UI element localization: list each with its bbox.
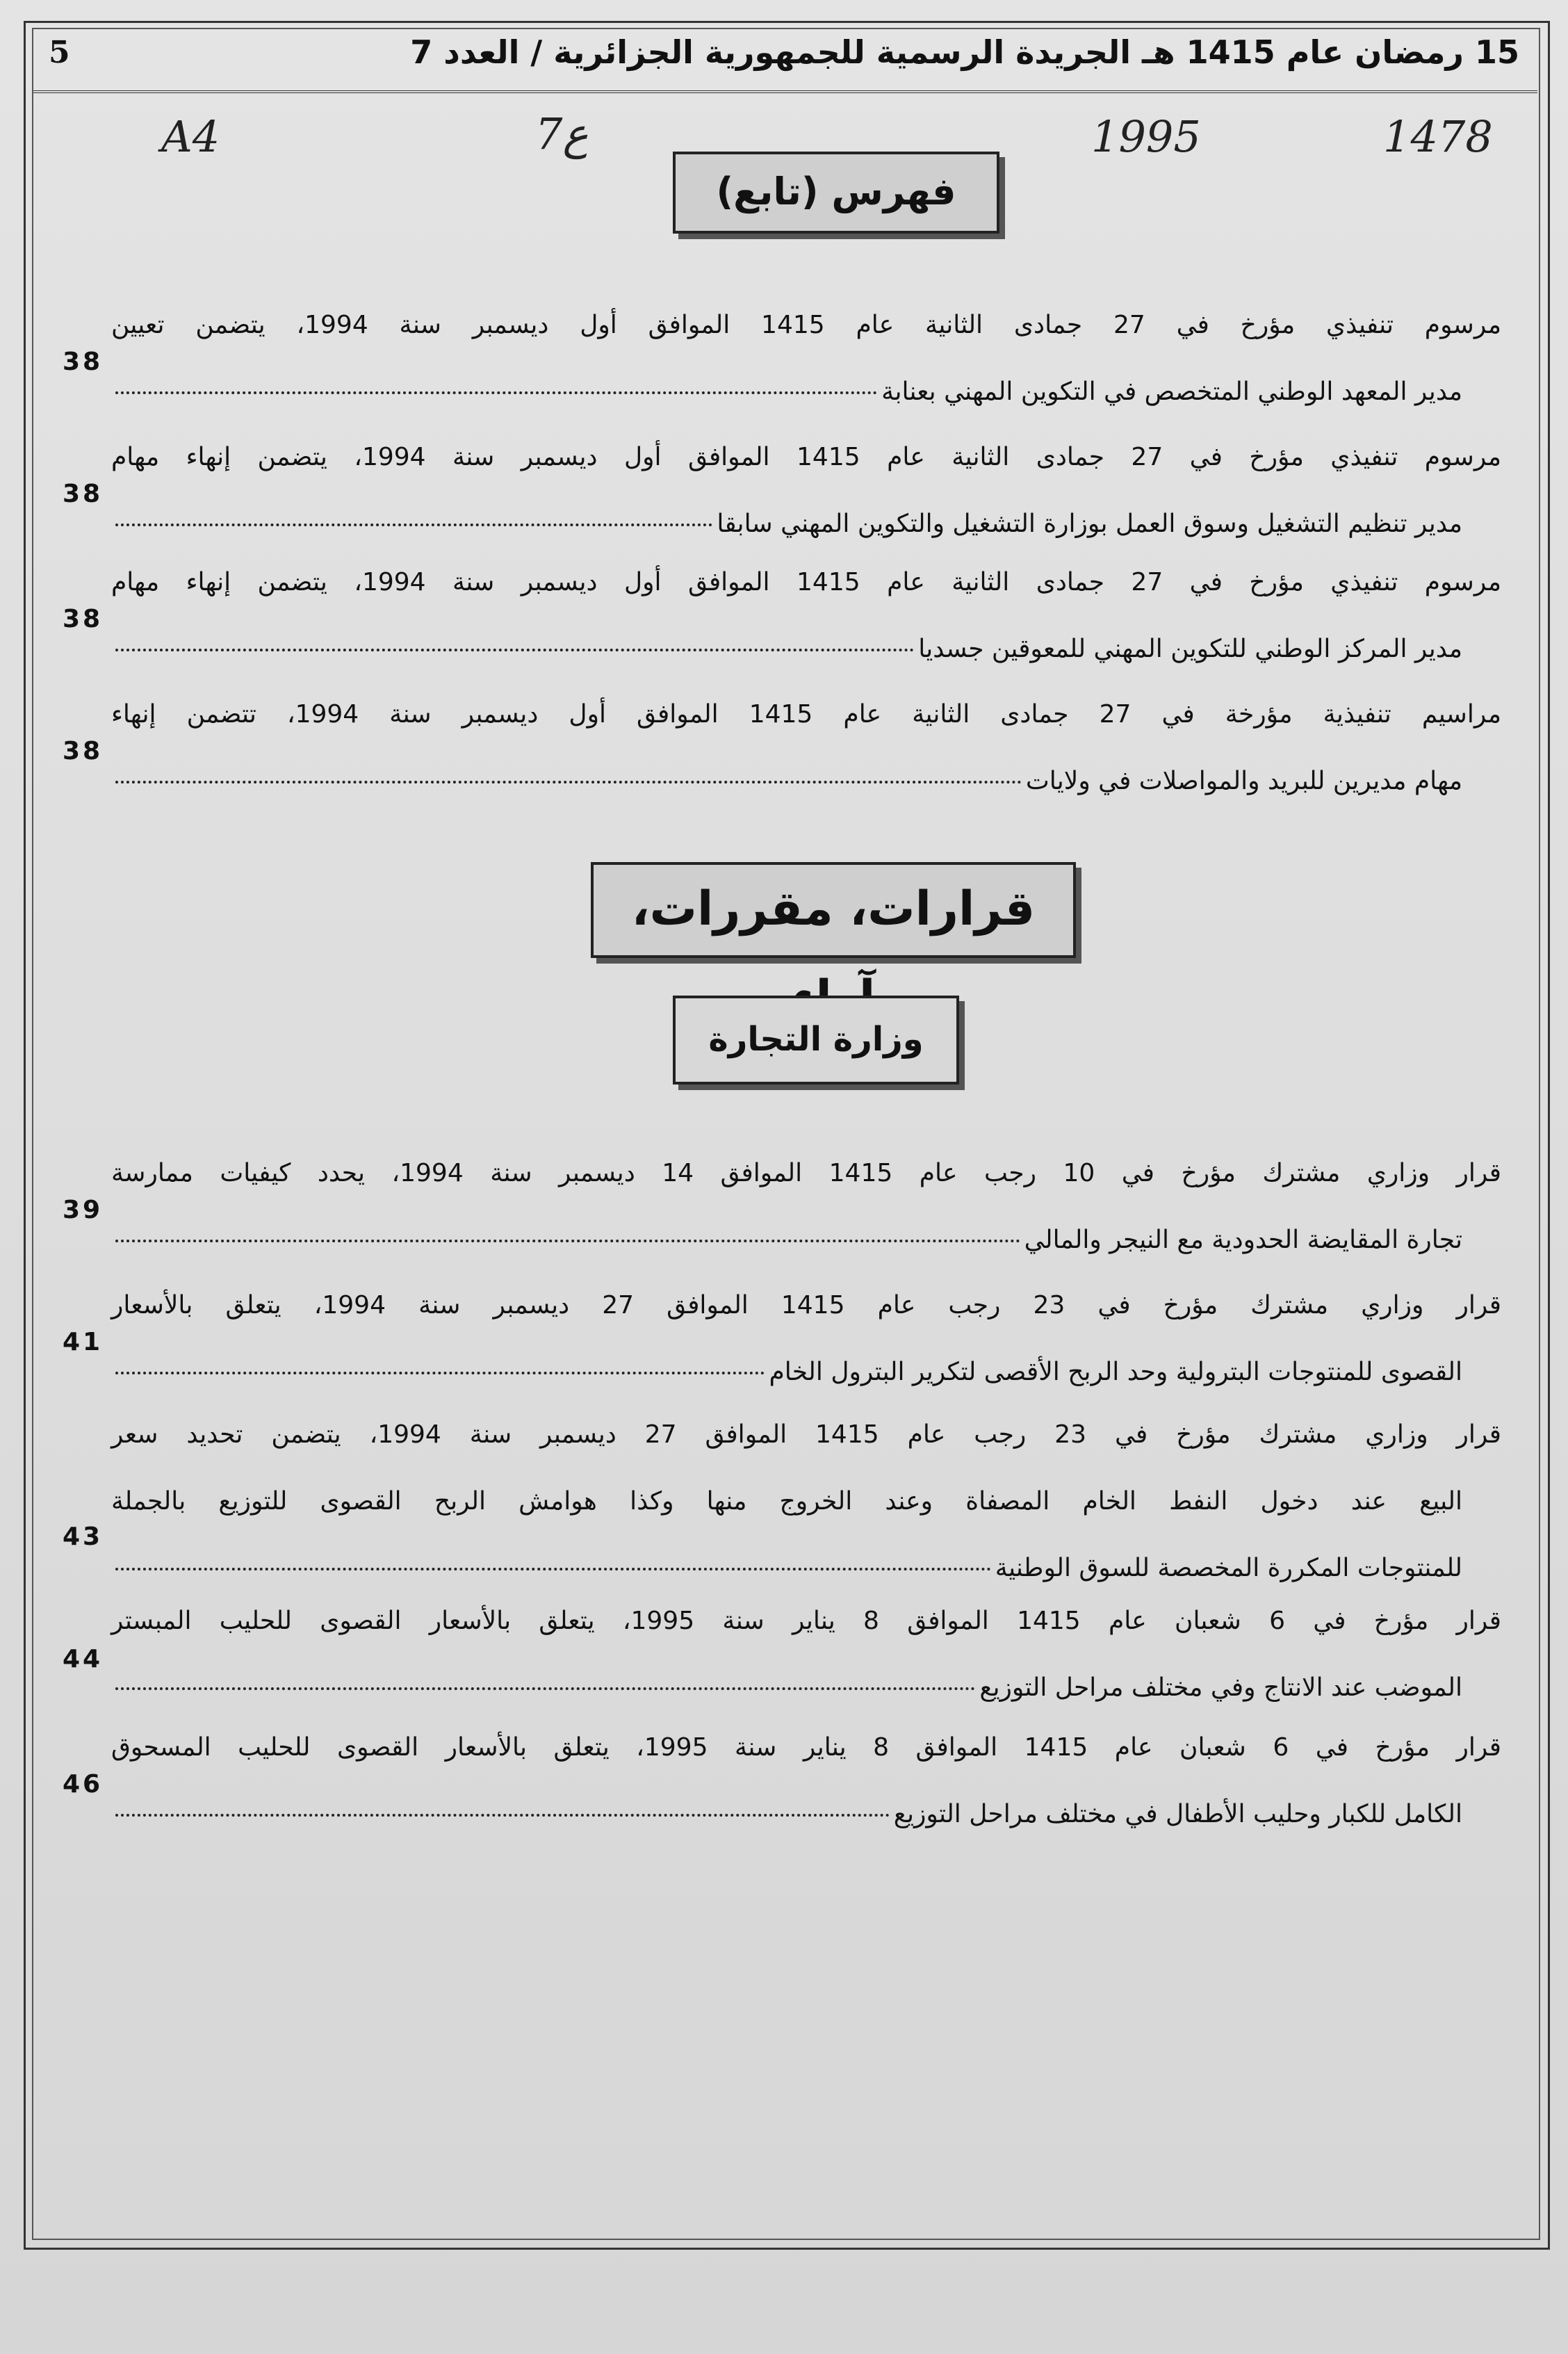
page-header <box>33 26 1537 93</box>
index-entry: قرار وزاري مشترك مؤرخ في 23 رجب عام 1415 الموافق 27 ديسمبر سنة 1994، يتعلق بالأسعار القصوى للمنتوجات البترولية وحد الربح الأقصى لتكرير البترول الخام <box>111 1291 1501 1386</box>
index-entry: قرار مؤرخ في 6 شعبان عام 1415 الموافق 8 يناير سنة 1995، يتعلق بالأسعار القصوى للحليب المسحوق الكامل للكبار وحليب الأطفال في مختلف مراحل التوزيع <box>111 1733 1501 1828</box>
handwritten-note-1995: 1995 <box>1091 111 1201 162</box>
index-entry: مراسيم تنفيذية مؤرخة في 27 جمادى الثانية عام 1415 الموافق أول ديسمبر سنة 1994، تتضمن إنهاء مهام مديرين للبريد والمواصلات في ولايات <box>111 700 1501 795</box>
index-entry: قرار وزاري مشترك مؤرخ في 10 رجب عام 1415 الموافق 14 ديسمبر سنة 1994، يحدد كيفيات ممارسة تجارة المقايضة الحدودية مع النيجر والمالي <box>111 1159 1501 1254</box>
index-entry: مرسوم تنفيذي مؤرخ في 27 جمادى الثانية عام 1415 الموافق أول ديسمبر سنة 1994، يتضمن إنهاء مهام مدير المركز الوطني للتكوين المهني للمعوقين جسديا <box>111 568 1501 663</box>
index-entry-page: 43 <box>63 1523 104 1551</box>
index-entry-page: 38 <box>63 348 104 376</box>
section-title-decisions: قرارات، مقررات، <box>591 862 1076 958</box>
gazette-header-title: 15 رمضان عام 1415 هـ الجريدة الرسمية للجمهورية الجزائرية / العدد 7 <box>410 33 1519 71</box>
index-entry: قرار مؤرخ في 6 شعبان عام 1415 الموافق 8 يناير سنة 1995، يتعلق بالأسعار القصوى للحليب المبستر الموضب عند الانتاج وفي مختلف مراحل التوزيع <box>111 1607 1501 1702</box>
ministry-title-commerce: وزارة التجارة <box>673 996 959 1085</box>
handwritten-note-a4: A4 <box>161 111 220 162</box>
page-number: 5 <box>49 35 70 70</box>
handwritten-note-1478: 1478 <box>1383 111 1493 162</box>
index-entry-page: 38 <box>63 605 104 633</box>
index-entry-page: 46 <box>63 1770 104 1799</box>
index-entry-page: 38 <box>63 480 104 508</box>
index-entry-page: 39 <box>63 1196 104 1224</box>
index-entry-page: 38 <box>63 737 104 765</box>
index-entry: مرسوم تنفيذي مؤرخ في 27 جمادى الثانية عام 1415 الموافق أول ديسمبر سنة 1994، يتضمن إنهاء مهام مدير تنظيم التشغيل وسوق العمل بوزارة التشغيل والتكوين المهني سابقا <box>111 443 1501 538</box>
index-entry: مرسوم تنفيذي مؤرخ في 27 جمادى الثانية عام 1415 الموافق أول ديسمبر سنة 1994، يتضمن تعيين مدير المعهد الوطني المتخصص في التكوين المهني بعنابة <box>111 311 1501 406</box>
index-continued-title: فهرس (تابع) <box>673 152 999 234</box>
handwritten-note-7: 7ع <box>535 108 589 159</box>
index-entry-page: 44 <box>63 1645 104 1673</box>
index-entry: قرار وزاري مشترك مؤرخ في 23 رجب عام 1415 الموافق 27 ديسمبر سنة 1994، يتضمن تحديد سعر البيع عند دخول النفط الخام المصفاة وعند الخروج منها وكذا هوامش الربح القصوى للتوزيع بالجملة للمنتوجات المكررة المخصصة للسوق الوطنية <box>111 1420 1501 1582</box>
index-entry-page: 41 <box>63 1328 104 1356</box>
